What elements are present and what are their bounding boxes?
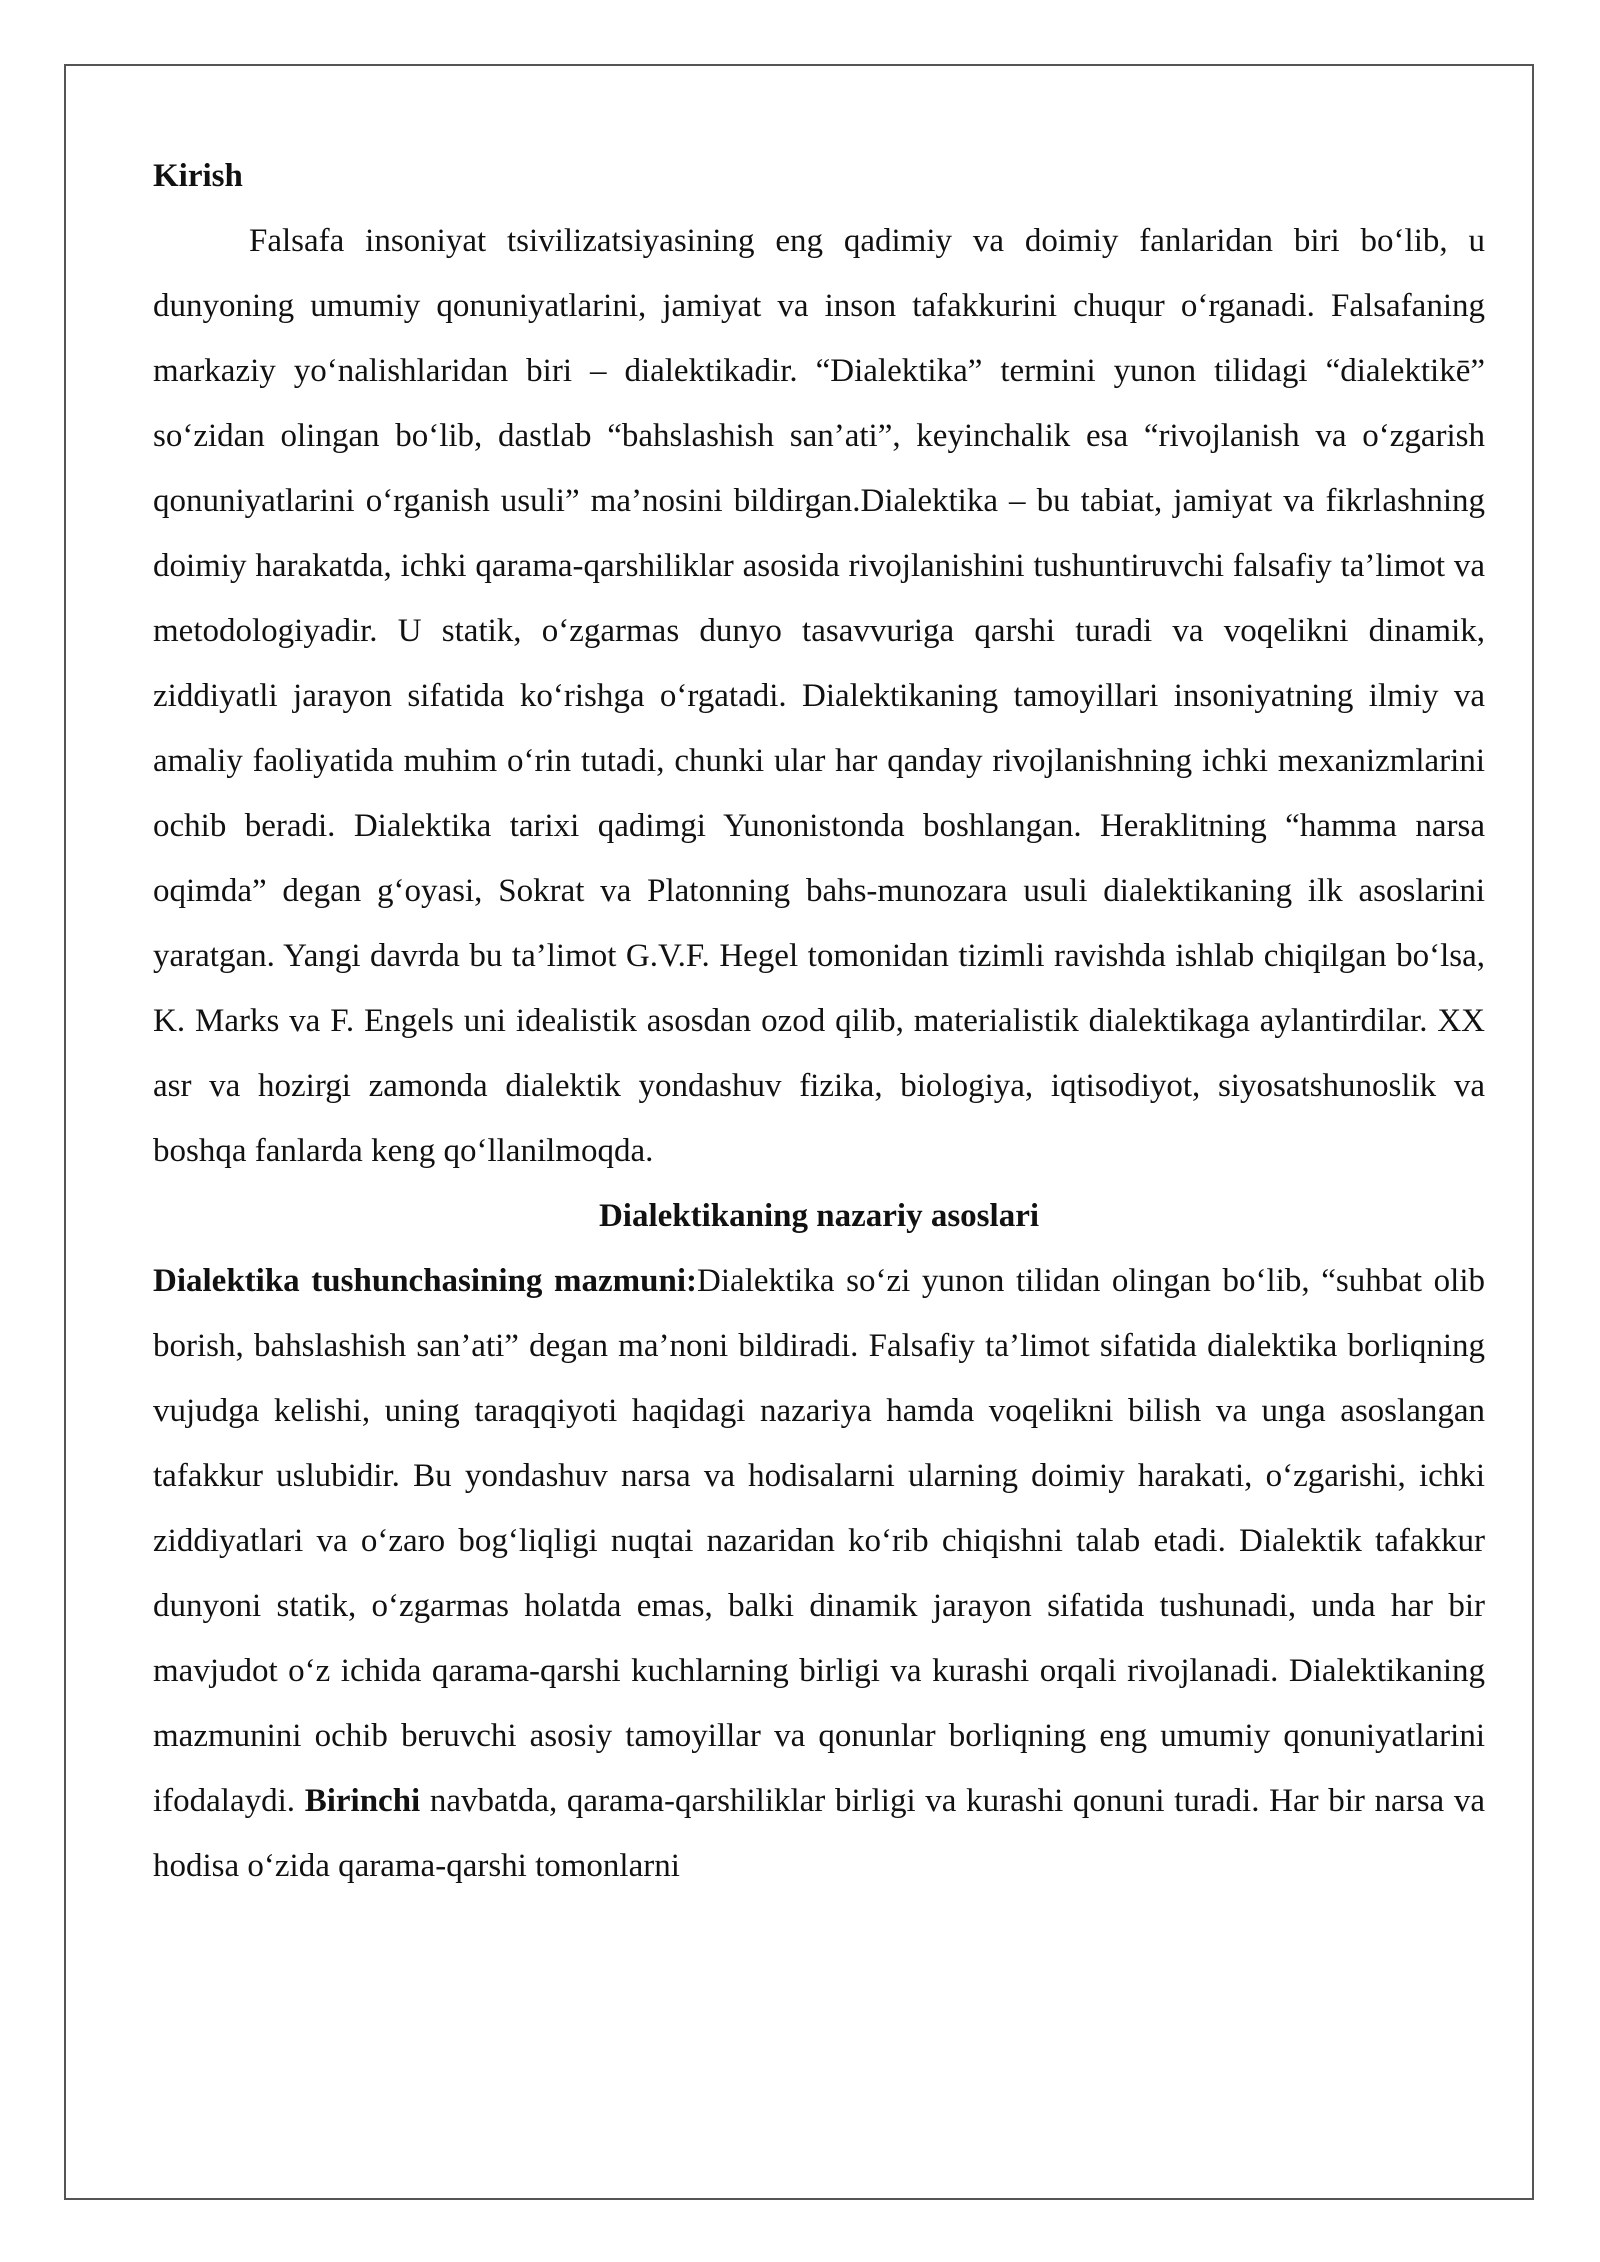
emphasis-word: Birinchi xyxy=(304,1783,421,1819)
section-body-part2: navbatda, qarama-qarshiliklar birligi va kurashi qonuni turadi. Har bir narsa va hodisa o‘zida qarama-qarshi tomonlarni xyxy=(153,1783,1485,1884)
section-body-part1: Dialektika so‘zi yunon tilidan olingan bo‘lib, “suhbat olib borish, bahslashish san’ati” degan ma’noni bildiradi. Falsafiy ta’limot sifatida dialektika borliqning vujudga kelishi, uning taraqqiyoti haqidagi nazariya hamda voqelikni bilish va unga asoslangan tafakkur uslubidir. Bu yondashuv narsa va hodisalarni ularning doimiy harakati, o‘zgarishi, ichki ziddiyatlari va o‘zaro bog‘liqligi nuqtai nazaridan ko‘rib chiqishni talab etadi. Dialektik tafakkur dunyoni statik, o‘zgarmas holatda emas, balki dinamik jarayon sifatida tushunadi, unda har bir mavjudot o‘z ichida qarama-qarshi kuchlarning birligi va kurashi orqali rivojlanadi. Dialektikaning mazmunini ochib beruvchi asosiy tamoyillar va qonunlar borliqning eng umumiy qonuniyatlarini ifodalaydi. xyxy=(153,1263,1485,1819)
document-body xyxy=(153,144,1485,1899)
lead-label: Dialektika tushunchasining mazmuni: xyxy=(153,1263,698,1299)
intro-heading: Kirish xyxy=(153,158,243,194)
section-paragraph xyxy=(153,1249,1485,1899)
intro-paragraph: Falsafa insoniyat tsivilizatsiyasining eng qadimiy va doimiy fanlaridan biri bo‘lib, u dunyoning umumiy qonuniyatlarini, jamiyat va inson tafakkurini chuqur o‘rganadi. Falsafaning markaziy yo‘nalishlaridan biri – dialektikadir. “Dialektika” termini yunon tilidagi “dialektikē” so‘zidan olingan bo‘lib, dastlab “bahslashish san’ati”, keyinchalik esa “rivojlanish va o‘zgarish qonuniyatlarini o‘rganish usuli” ma’nosini bildirgan.Dialektika – bu tabiat, jamiyat va fikrlashning doimiy harakatda, ichki qarama-qarshiliklar asosida rivojlanishini tushuntiruvchi falsafiy ta’limot va metodologiyadir. U statik, o‘zgarmas dunyo tasavvuriga qarshi turadi va voqelikni dinamik, ziddiyatli jarayon sifatida ko‘rishga o‘rgatadi. Dialektikaning tamoyillari insoniyatning ilmiy va amaliy faoliyatida muhim o‘rin tutadi, chunki ular har qanday rivojlanishning ichki mexanizmlarini ochib beradi. Dialektika tarixi qadimgi Yunonistonda boshlangan. Heraklitning “hamma narsa oqimda” degan g‘oyasi, Sokrat va Platonning bahs-munozara usuli dialektikaning ilk asoslarini yaratgan. Yangi davrda bu ta’limot G.V.F. Hegel tomonidan tizimli ravishda ishlab chiqilgan bo‘lsa, K. Marks va F. Engels uni idealistik asosdan ozod qilib, materialistik dialektikaga aylantirdilar. XX asr va hozirgi zamonda dialektik yondashuv fizika, biologiya, iqtisodiyot, siyosatshunoslik va boshqa fanlarda keng qo‘llanilmoqda. xyxy=(153,223,1485,1169)
section-title: Dialektikaning nazariy asoslari xyxy=(598,1198,1040,1234)
